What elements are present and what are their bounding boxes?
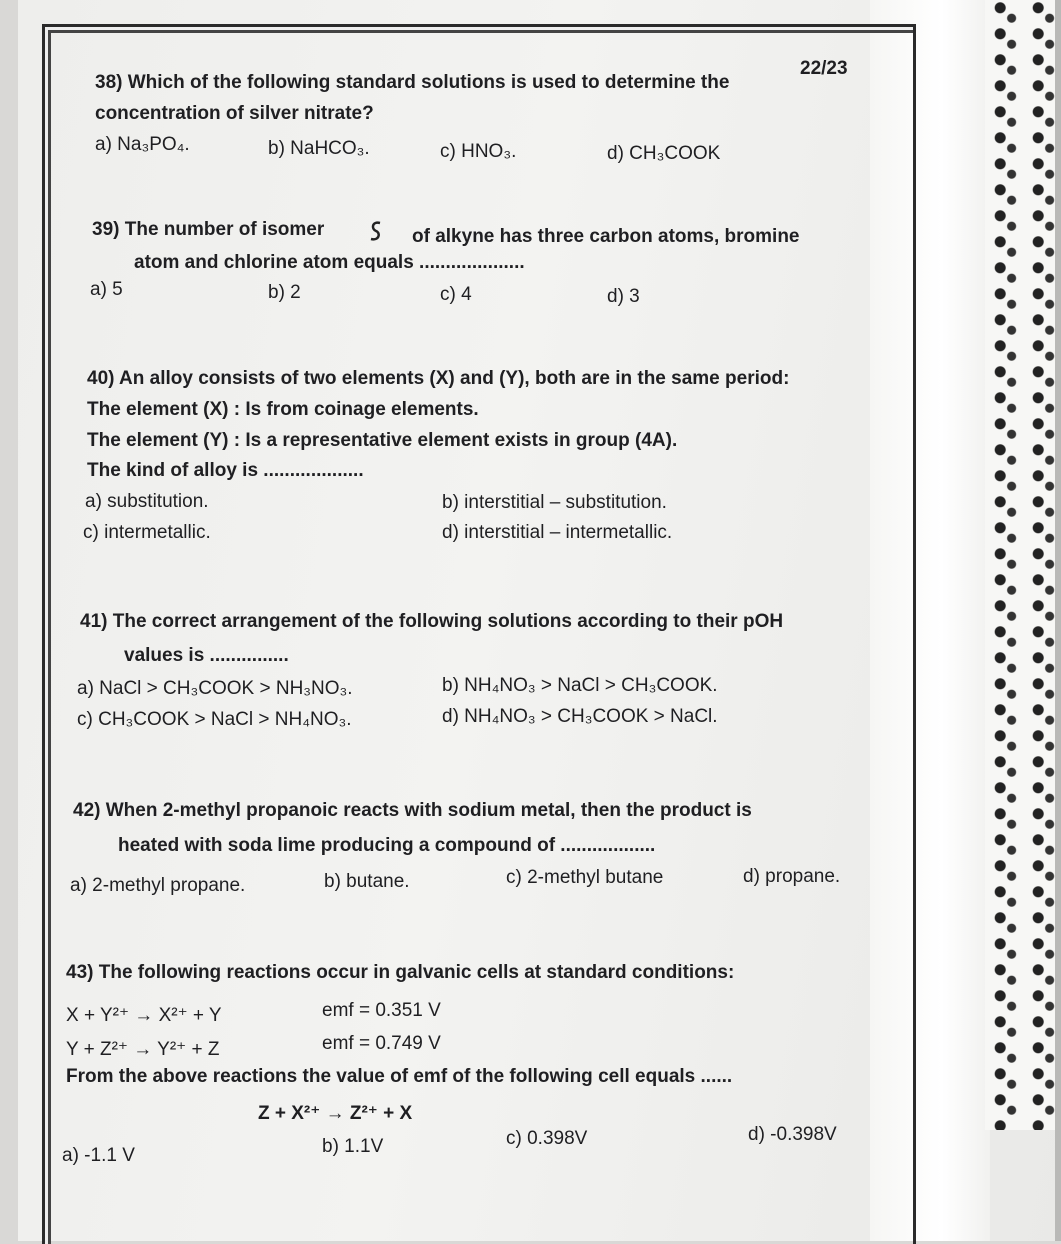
q40-line4: The kind of alloy is ...................	[87, 460, 364, 481]
q38-option-a[interactable]: a) Na₃PO₄.	[95, 134, 190, 155]
handwritten-s-mark	[370, 220, 382, 242]
q39-option-d[interactable]: d) 3	[607, 286, 640, 307]
q43-option-c[interactable]: c) 0.398V	[506, 1128, 588, 1149]
q43-option-a[interactable]: a) -1.1 V	[62, 1145, 135, 1166]
q39-line2: atom and chlorine atom equals ....................	[134, 252, 525, 273]
q42-option-a[interactable]: a) 2-methyl propane.	[70, 875, 246, 896]
q42-option-b[interactable]: b) butane.	[324, 871, 410, 892]
q43-emf2: emf = 0.749 V	[322, 1033, 441, 1054]
q40-option-b[interactable]: b) interstitial – substitution.	[442, 492, 667, 513]
q43-cell-reaction: Z + X²⁺ → Z²⁺ + X	[258, 1103, 413, 1124]
q40-line1: 40) An alloy consists of two elements (X) and (Y), both are in the same period:	[87, 368, 790, 389]
q43-line4: From the above reactions the value of emf of the following cell equals ......	[66, 1066, 733, 1087]
q42-line1: 42) When 2-methyl propanoic reacts with sodium metal, then the product is	[73, 800, 752, 821]
q40-option-d[interactable]: d) interstitial – intermetallic.	[442, 522, 673, 543]
q40-option-c[interactable]: c) intermetallic.	[83, 522, 211, 543]
q41-option-d[interactable]: d) NH₄NO₃ > CH₃COOK > NaCl.	[442, 706, 718, 727]
q40-line3: The element (Y) : Is a representative element exists in group (4A).	[87, 430, 678, 451]
q42-option-d[interactable]: d) propane.	[743, 866, 841, 887]
q42-line2: heated with soda lime producing a compound of ..................	[118, 835, 656, 856]
q40-line2: The element (X) : Is from coinage elements.	[87, 399, 479, 420]
q41-line2: values is ...............	[124, 645, 289, 666]
q39-line1b: of alkyne has three carbon atoms, bromine	[412, 226, 800, 247]
q43-option-b[interactable]: b) 1.1V	[322, 1136, 384, 1157]
q41-line1: 41) The correct arrangement of the following solutions according to their pOH	[80, 611, 784, 632]
decorative-border	[985, 0, 1061, 1130]
exam-frame	[42, 24, 916, 1244]
page-edge	[1055, 0, 1061, 1241]
q42-option-c[interactable]: c) 2-methyl butane	[506, 867, 664, 888]
q39-line1a: 39) The number of isomer	[92, 219, 325, 240]
page-number: 22/23	[800, 58, 848, 79]
q38-line2: concentration of silver nitrate?	[95, 103, 374, 124]
q38-option-c[interactable]: c) HNO₃.	[440, 141, 517, 162]
q41-option-b[interactable]: b) NH₄NO₃ > NaCl > CH₃COOK.	[442, 675, 718, 696]
q41-option-c[interactable]: c) CH₃COOK > NaCl > NH₄NO₃.	[77, 709, 352, 730]
q38-option-b[interactable]: b) NaHCO₃.	[268, 138, 370, 159]
q39-option-a[interactable]: a) 5	[90, 279, 123, 300]
q41-option-a[interactable]: a) NaCl > CH₃COOK > NH₃NO₃.	[77, 678, 353, 699]
q39-option-c[interactable]: c) 4	[440, 284, 472, 305]
q40-option-a[interactable]: a) substitution.	[85, 491, 209, 512]
q38-line1: 38) Which of the following standard solutions is used to determine the	[95, 72, 730, 93]
q43-reaction2: Y + Z²⁺ → Y²⁺ + Z	[66, 1039, 220, 1060]
q43-emf1: emf = 0.351 V	[322, 1000, 441, 1021]
q43-reaction1: X + Y²⁺ → X²⁺ + Y	[66, 1005, 222, 1026]
q43-option-d[interactable]: d) -0.398V	[748, 1124, 837, 1145]
q39-option-b[interactable]: b) 2	[268, 282, 301, 303]
q38-option-d[interactable]: d) CH₃COOK	[607, 143, 721, 164]
q43-line1: 43) The following reactions occur in galvanic cells at standard conditions:	[66, 962, 735, 983]
